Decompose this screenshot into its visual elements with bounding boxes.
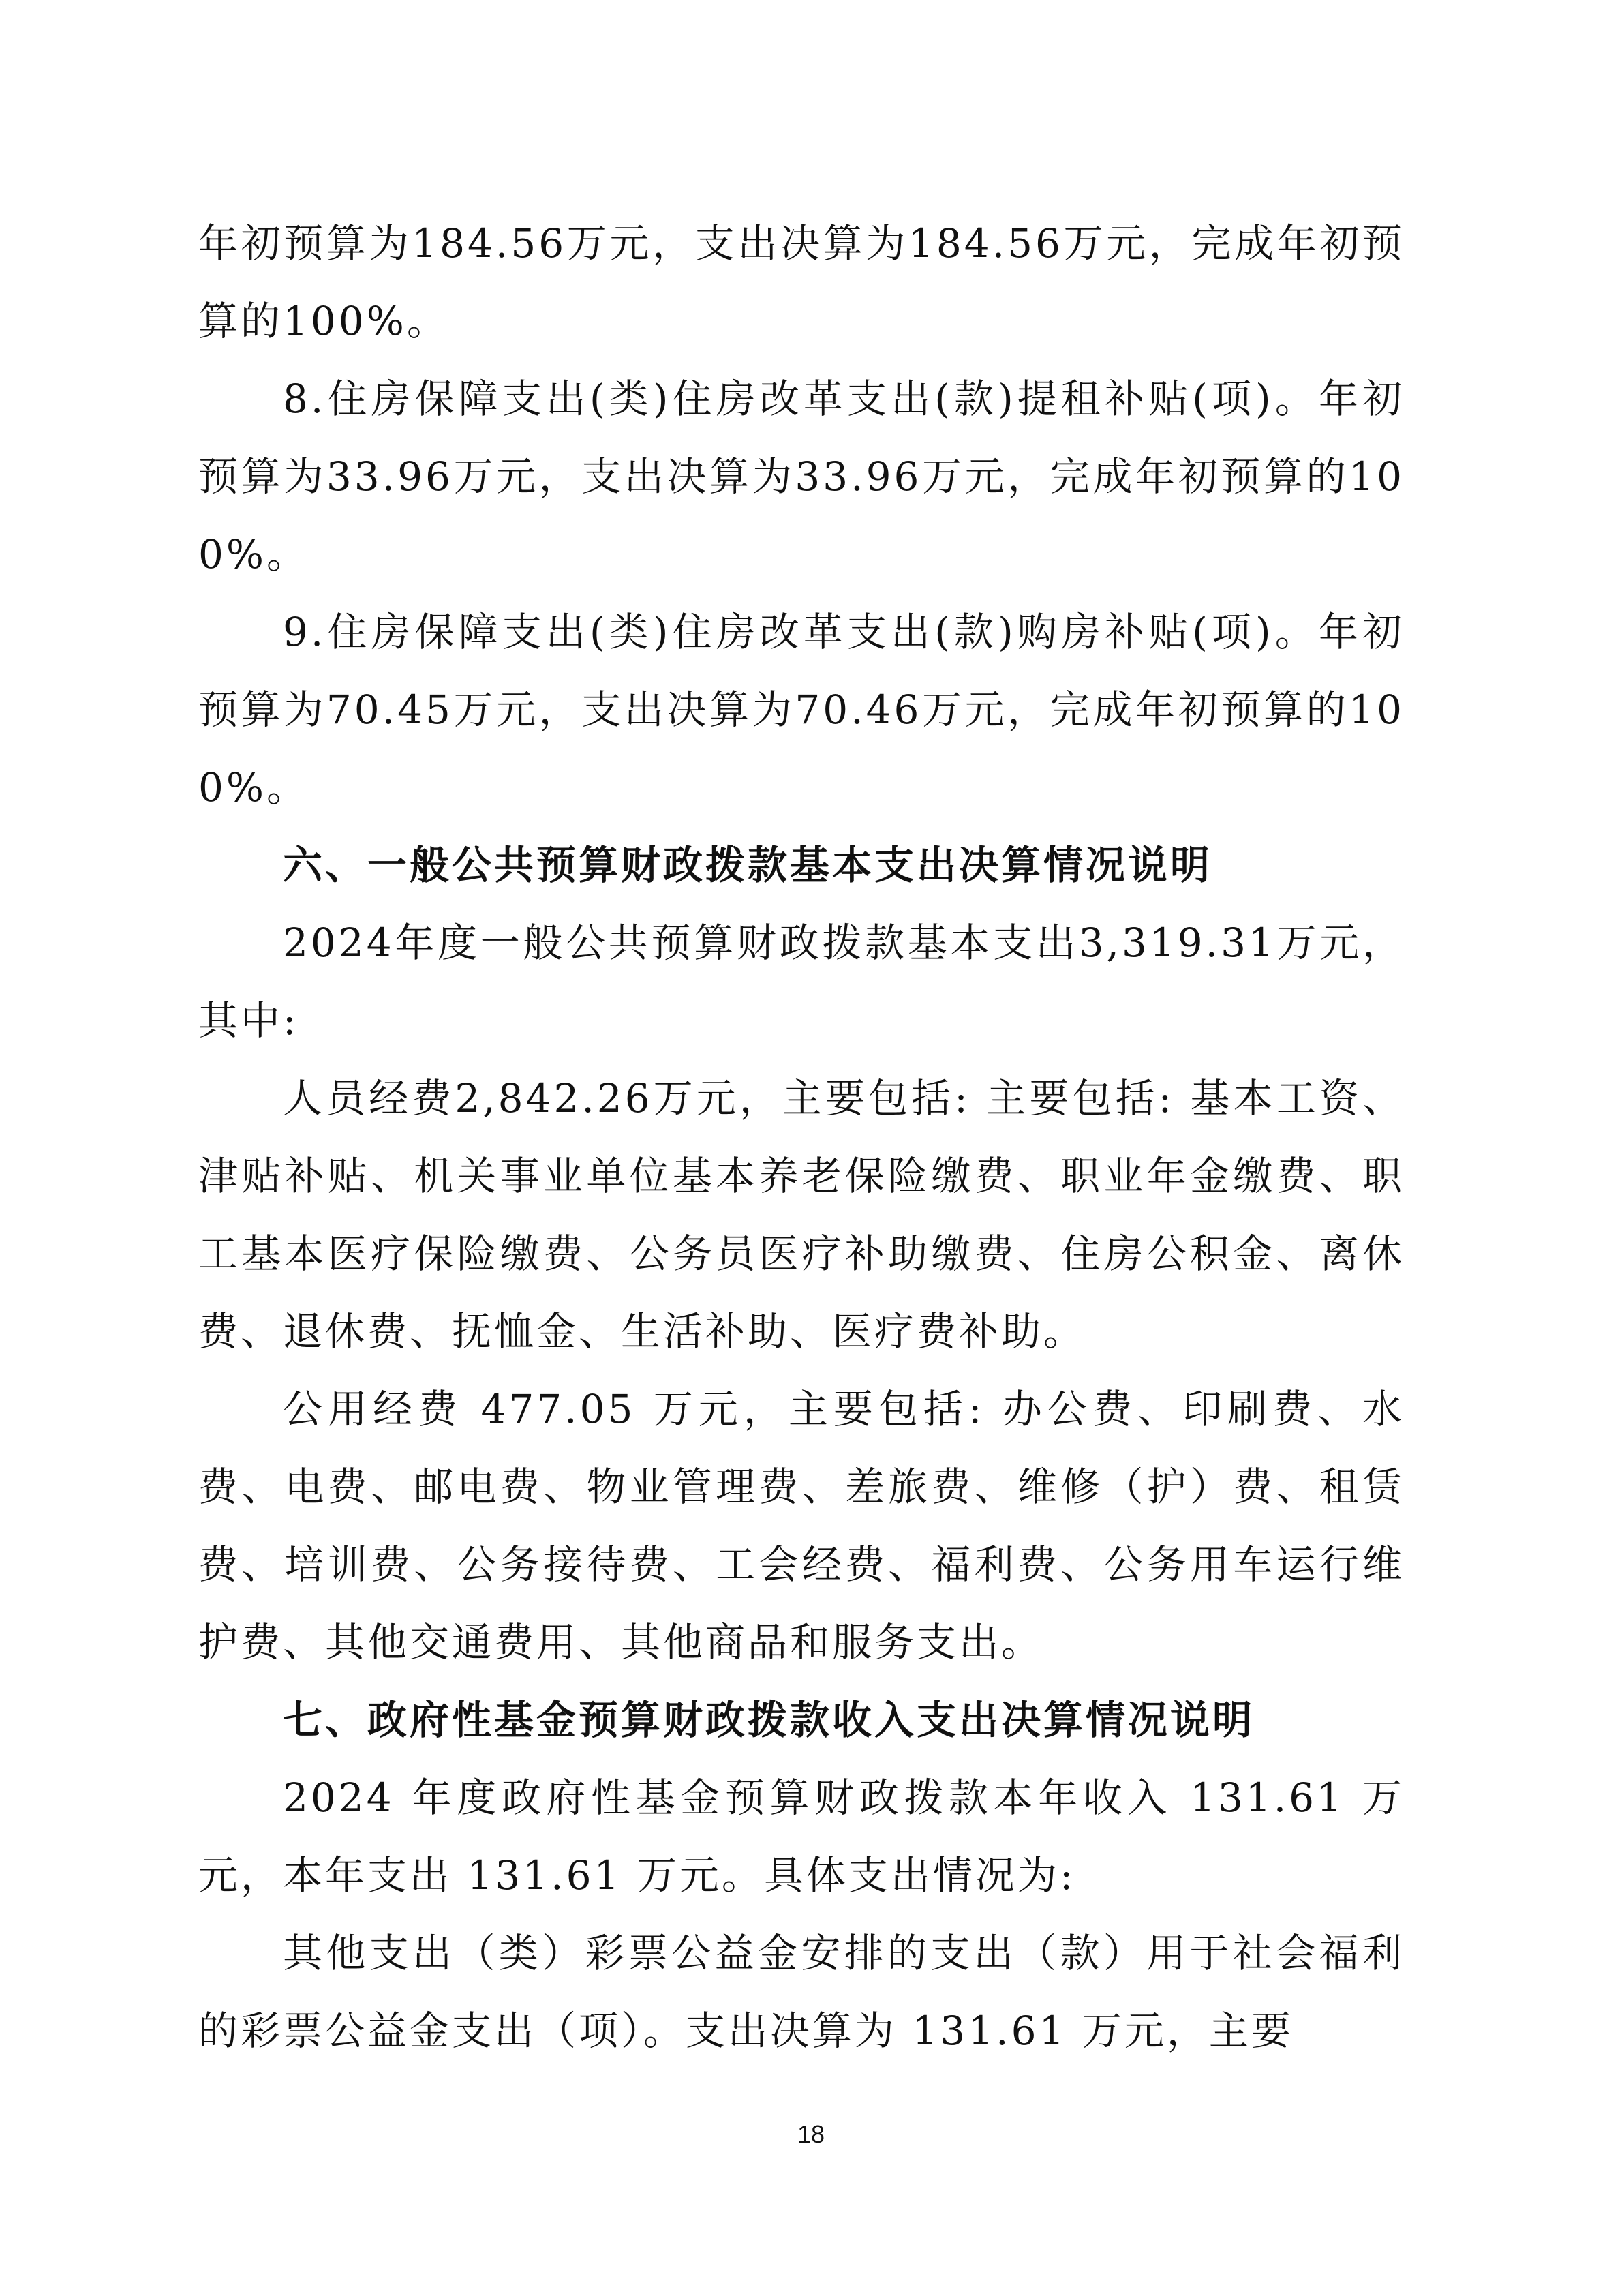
paragraph-basic-expenditure-total: 2024年度一般公共预算财政拨款基本支出3,319.31万元，其中: (198, 920, 1405, 1044)
paragraph-budget-continuation: 年初预算为184.56万元，支出决算为184.56万元，完成年初预算的100%。 (198, 220, 1405, 344)
document-body (198, 205, 1405, 2070)
paragraph-public-expenses: 公用经费 477.05 万元，主要包括: 办公费、印刷费、水费、电费、邮电费、物业管理费、差旅费、维修（护）费、租赁费、培训费、公务接待费、工会经费、福利费、公务用车运行维护费、其他交通费用、其他商品和服务支出。 (198, 1386, 1405, 1665)
paragraph-lottery-fund-expenditure: 其他支出（类）彩票公益金安排的支出（款）用于社会福利的彩票公益金支出（项）。支出决算为 131.61 万元，主要 (198, 1930, 1405, 2054)
section-heading-6: 六、一般公共预算财政拨款基本支出决算情况说明 (283, 842, 1213, 888)
page-number: 18 (797, 2120, 825, 2148)
paragraph-personnel-expenses: 人员经费2,842.26万元，主要包括: 主要包括: 基本工资、津贴补贴、机关事业单位基本养老保险缴费、职业年金缴费、职工基本医疗保险缴费、公务员医疗补助缴费、住房公积金、离休费、退休费、抚恤金、生活补助、医疗费补助。 (198, 1075, 1405, 1355)
paragraph-item-9-housing-subsidy: 9.住房保障支出(类)住房改革支出(款)购房补贴(项)。年初预算为70.45万元，支出决算为70.46万元，完成年初预算的100%。 (198, 609, 1405, 811)
paragraph-government-fund-total: 2024 年度政府性基金预算财政拨款本年收入 131.61 万元，本年支出 131.61 万元。具体支出情况为: (198, 1774, 1405, 1899)
section-heading-7: 七、政府性基金预算财政拨款收入支出决算情况说明 (283, 1697, 1255, 1743)
paragraph-item-8-rent-subsidy: 8.住房保障支出(类)住房改革支出(款)提租补贴(项)。年初预算为33.96万元，支出决算为33.96万元，完成年初预算的100%。 (198, 376, 1405, 577)
